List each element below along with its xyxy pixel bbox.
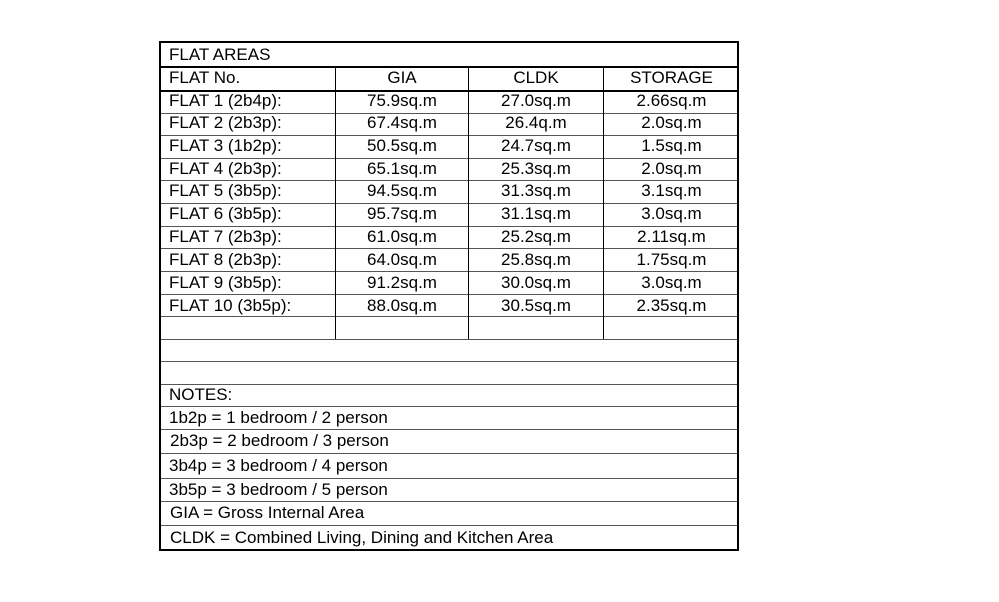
row-cldk: 27.0sq.m	[501, 91, 571, 110]
header-flat-no: FLAT No.	[169, 68, 241, 87]
row-gia: 65.1sq.m	[367, 159, 437, 178]
note-item: 3b4p = 3 bedroom / 4 person	[169, 456, 388, 475]
row-cldk: 31.3sq.m	[501, 181, 571, 200]
row-flat-label: FLAT 10 (3b5p):	[169, 296, 292, 315]
row-divider	[161, 248, 737, 249]
row-gia: 75.9sq.m	[367, 91, 437, 110]
row-cldk: 26.4q.m	[505, 113, 567, 132]
row-flat-label: FLAT 4 (2b3p):	[169, 159, 282, 178]
row-gia: 61.0sq.m	[367, 227, 437, 246]
row-gia: 50.5sq.m	[367, 136, 437, 155]
row-cldk: 25.2sq.m	[501, 227, 571, 246]
row-divider	[161, 271, 737, 272]
row-flat-label: FLAT 5 (3b5p):	[169, 181, 282, 200]
row-divider	[161, 478, 737, 479]
row-divider	[161, 339, 737, 340]
row-flat-label: FLAT 2 (2b3p):	[169, 113, 282, 132]
row-divider	[161, 429, 737, 430]
row-flat-label: FLAT 1 (2b4p):	[169, 91, 282, 110]
header-gia: GIA	[387, 68, 417, 87]
row-flat-label: FLAT 8 (2b3p):	[169, 250, 282, 269]
header-storage: STORAGE	[630, 68, 713, 87]
row-cldk: 25.3sq.m	[501, 159, 571, 178]
row-divider	[161, 384, 737, 385]
row-flat-label: FLAT 7 (2b3p):	[169, 227, 282, 246]
row-storage: 2.0sq.m	[641, 159, 702, 178]
table-title: FLAT AREAS	[169, 45, 271, 64]
row-gia: 95.7sq.m	[367, 204, 437, 223]
row-cldk: 31.1sq.m	[501, 204, 571, 223]
row-gia: 67.4sq.m	[367, 113, 437, 132]
flat-areas-table	[159, 41, 739, 551]
row-storage: 1.5sq.m	[641, 136, 702, 155]
row-cldk: 25.8sq.m	[501, 250, 571, 269]
note-item: CLDK = Combined Living, Dining and Kitchen Area	[170, 528, 554, 547]
row-divider	[161, 361, 737, 362]
row-storage: 1.75sq.m	[636, 250, 707, 269]
row-storage: 3.0sq.m	[641, 273, 702, 292]
note-item: GIA = Gross Internal Area	[170, 503, 365, 522]
row-divider	[161, 525, 737, 526]
row-cldk: 24.7sq.m	[501, 136, 571, 155]
row-storage: 3.1sq.m	[641, 181, 702, 200]
row-flat-label: FLAT 9 (3b5p):	[169, 273, 282, 292]
row-storage: 3.0sq.m	[641, 204, 702, 223]
note-item: 3b5p = 3 bedroom / 5 person	[169, 480, 388, 499]
row-divider	[161, 453, 737, 454]
row-divider	[161, 501, 737, 502]
row-gia: 94.5sq.m	[367, 181, 437, 200]
header-cldk: CLDK	[513, 68, 559, 87]
row-storage: 2.0sq.m	[641, 113, 702, 132]
row-gia: 64.0sq.m	[367, 250, 437, 269]
row-storage: 2.11sq.m	[637, 227, 706, 246]
row-divider	[161, 316, 737, 317]
row-gia: 91.2sq.m	[367, 273, 437, 292]
notes-heading: NOTES:	[169, 385, 233, 404]
row-divider	[161, 406, 737, 407]
row-gia: 88.0sq.m	[367, 296, 437, 315]
row-flat-label: FLAT 3 (1b2p):	[169, 136, 282, 155]
row-cldk: 30.0sq.m	[501, 273, 571, 292]
row-storage: 2.66sq.m	[636, 91, 707, 110]
note-item: 1b2p = 1 bedroom / 2 person	[169, 408, 388, 427]
note-item: 2b3p = 2 bedroom / 3 person	[170, 431, 389, 450]
row-storage: 2.35sq.m	[636, 296, 707, 315]
row-cldk: 30.5sq.m	[501, 296, 571, 315]
row-flat-label: FLAT 6 (3b5p):	[169, 204, 282, 223]
row-divider	[161, 294, 737, 295]
